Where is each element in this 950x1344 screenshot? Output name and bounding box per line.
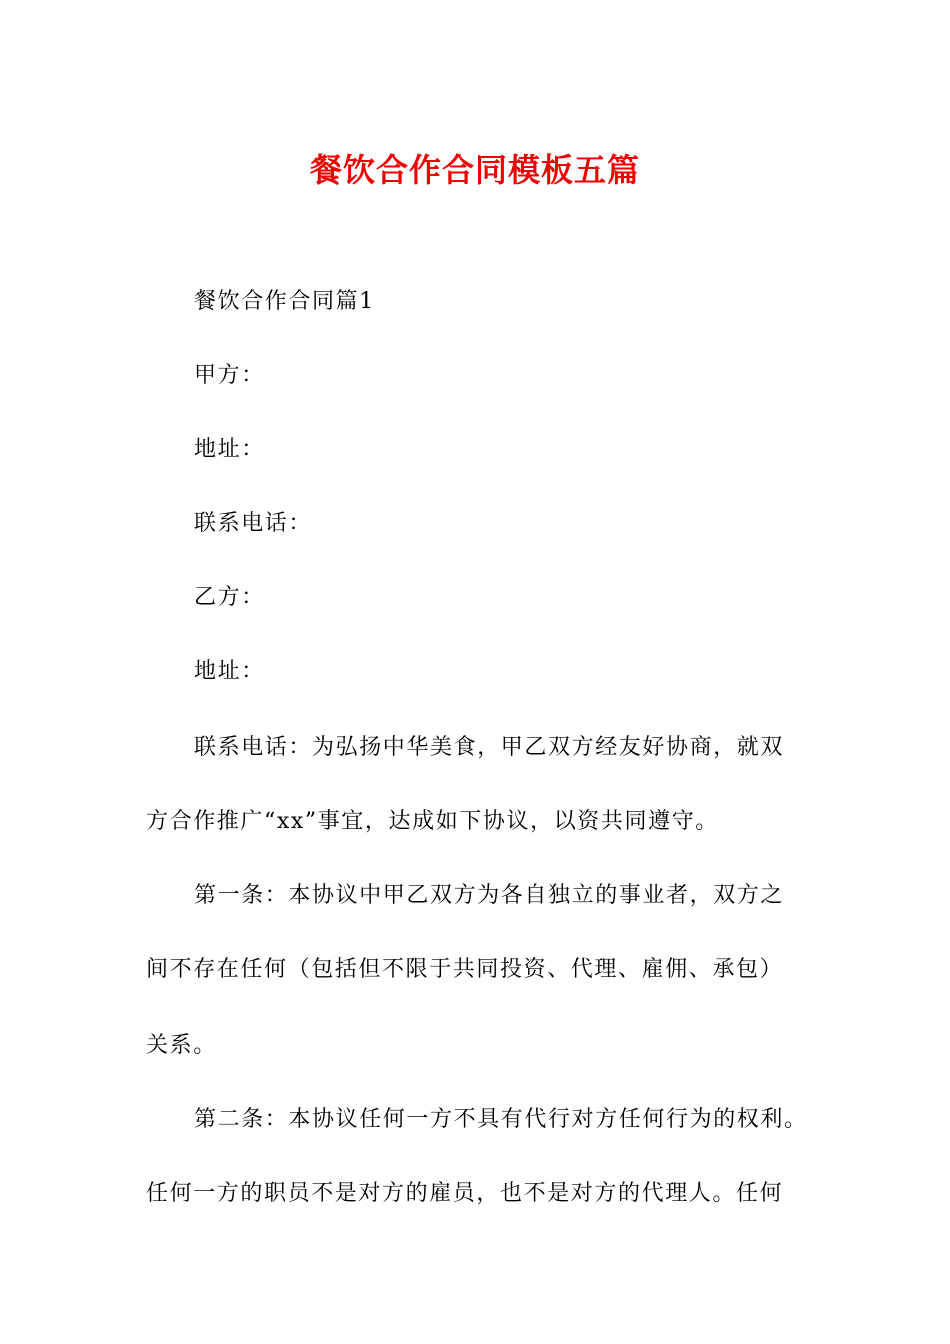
paragraph-line: 第一条：本协议中甲乙双方为各自独立的事业者，双方之 xyxy=(194,883,785,908)
paragraph-line: 间不存在任何（包括但不限于共同投资、代理、雇佣、承包） xyxy=(146,957,784,982)
paragraph-line: 方合作推广“xx”事宜，达成如下协议，以资共同遵守。 xyxy=(146,809,719,834)
party-a-address-label: 地址： xyxy=(194,437,265,462)
party-a-label: 甲方： xyxy=(194,363,265,388)
party-a-phone-label: 联系电话： xyxy=(194,511,313,536)
paragraph-line: 第二条：本协议任何一方不具有代行对方任何行为的权利。 xyxy=(194,1107,808,1132)
section-heading: 餐饮合作合同篇1 xyxy=(194,289,375,314)
paragraph-line: 联系电话：为弘扬中华美食，甲乙双方经友好协商，就双 xyxy=(194,735,785,760)
party-b-label: 乙方： xyxy=(194,585,265,610)
page-title: 餐饮合作合同模板五篇 xyxy=(309,151,640,189)
paragraph-line: 任何一方的职员不是对方的雇员，也不是对方的代理人。任何 xyxy=(146,1181,784,1206)
party-b-address-label: 地址： xyxy=(194,659,265,684)
paragraph-line: 关系。 xyxy=(146,1033,217,1058)
